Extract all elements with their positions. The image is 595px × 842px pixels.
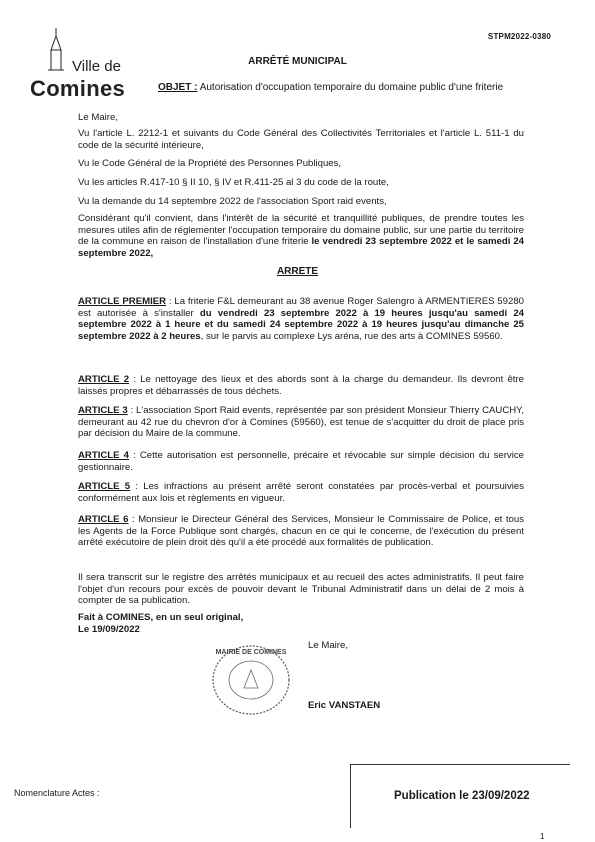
comines-logo [30,28,135,108]
page-mark: 1 [540,832,545,841]
considerant-text: Considérant qu'il convient, dans l'intérêt de la sécurité et tranquillité publiques, de prendre toutes les mesures utiles afin de réglementer l'occupation temporaire du domaine public, sur une partie du territoire de la commune en raison de l'installation d'une friterie [78,213,524,247]
logo-top-text: Ville de [72,58,121,75]
object-line [158,82,528,94]
visa-1: Vu l'article L. 2212-1 et suivants du Code Général des Collectivités Territoriales et l'article L. 511-1 du code de la sécurité intérieure, [78,128,524,151]
visa-3: Vu les articles R.417-10 § II 10, § IV et R.411-25 al 3 du code de la route, [78,177,389,188]
fait-line: Fait à COMINES, en un seul original, [78,612,244,623]
arrete-heading: ARRETE [276,266,319,277]
mairie-stamp [208,640,294,720]
article-1-dates: du vendredi 23 septembre 2022 à 19 heures jusqu'au samedi 24 septembre 2022 à 1 heure et du samedi 24 septembre 2022 à 19 heures jusqu'au dimanche 25 septembre 2022 à 2 heures [78,307,524,342]
article-4-text: : Cette autorisation est personnelle, précaire et révocable sur simple décision du service gestionnaire. [78,450,524,473]
fait-block [78,612,243,635]
publication-date: Publication le 23/09/2022 [394,790,530,802]
article-3 [78,405,524,440]
article-1-text-b: , sur le parvis au complexe Lys aréna, rue des arts à COMINES 59560. [200,330,503,342]
article-6 [78,514,524,549]
document-title: ARRÊTÉ MUNICIPAL [248,56,347,67]
article-4 [78,450,524,473]
object-text: Autorisation d'occupation temporaire du domaine public d'une friterie [199,82,504,93]
article-2-label: ARTICLE 2 [78,374,130,385]
visa-2: Vu le Code Général de la Propriété des Personnes Publiques, [78,158,342,169]
article-2 [78,374,524,397]
article-5 [78,481,524,504]
signature-role: Le Maire, [308,640,348,651]
considerant-paragraph [78,213,524,259]
article-1 [78,296,524,342]
article-5-label: ARTICLE 5 [78,481,131,492]
article-2-text: : Le nettoyage des lieux et des abords sont à la charge du demandeur. Ils devront être laissés propres et débarrassés de tous déchets. [78,374,524,397]
object-label: OBJET : [158,82,198,93]
stamp-text: MAIRIE DE COMINES [215,649,287,656]
closing-paragraph: Il sera transcrit sur le registre des arrêtés municipaux et au recueil des actes administratifs. Il peut faire l'objet d'un recours pour excès de pouvoir devant le Tribunal Administratif dans un délai de 2 mois à compter de sa publication. [78,572,524,606]
article-6-text: : Monsieur le Directeur Général des Services, Monsieur le Commissaire de Police, et tous les Agents de la Force Publique sont chargés, chacun en ce qui le concerne, de l'exécution du présent arrêté exécutoire de plein droit dès qu'il a été procédé aux formalités de publication. [78,514,525,548]
intro-line: Le Maire, [78,112,118,123]
article-6-label: ARTICLE 6 [78,514,129,525]
article-1-label: ARTICLE PREMIER [78,296,167,307]
article-5-text: : Les infractions au présent arrêté seront constatées par procès-verbal et poursuivies conformément aux lois et règlements en vigueur. [78,481,524,504]
considerant-dates: le vendredi 23 septembre 2022 et le samedi 24 septembre 2022, [78,236,524,259]
article-3-label: ARTICLE 3 [78,405,128,416]
fait-date: Le 19/09/2022 [78,623,140,635]
article-1-text-a: : La friterie F&L demeurant au 38 avenue Roger Salengro à ARMENTIERES 59280 est autorisée à s'installer [78,296,524,319]
signer-name: Eric VANSTAEN [308,700,381,711]
article-4-label: ARTICLE 4 [78,450,129,461]
visa-4: Vu la demande du 14 septembre 2022 de l'association Sport raid events, [78,196,387,207]
article-3-text: : L'association Sport Raid events, représentée par son président Monsieur Thierry CAUCHY, demeurant au 42 rue du chevron d'or à Comines (59560), est tenue de s'acquitter du droit de place pris par décision du Maire de la commune. [78,405,525,439]
nomenclature-label: Nomenclature Actes : [14,788,100,798]
logo-main-text: Comines [30,76,126,101]
document-reference: STPM2022-0380 [487,32,551,41]
